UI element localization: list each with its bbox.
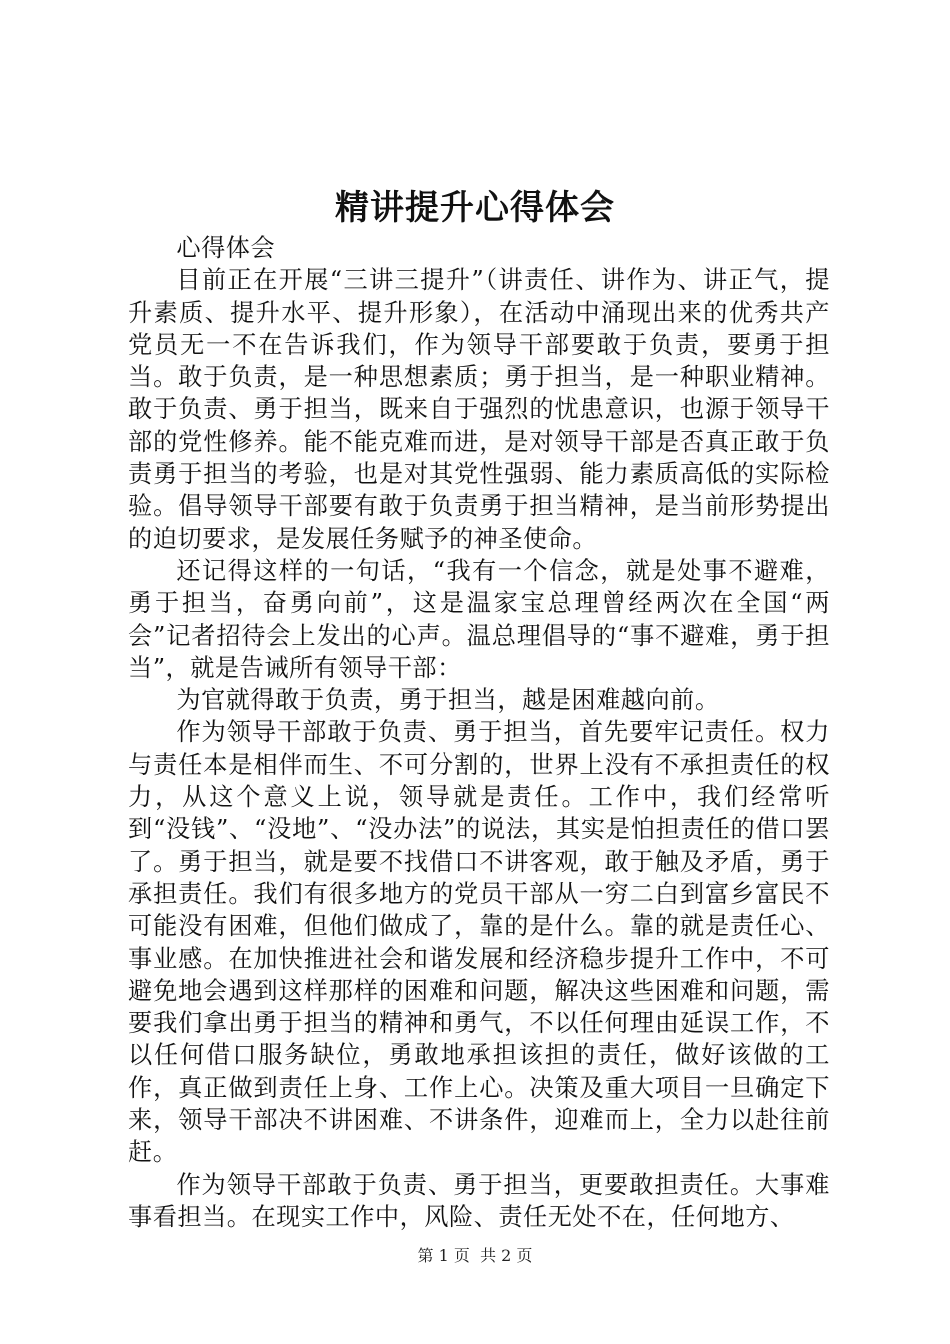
paragraph: 作为领导干部敢于负责、勇于担当，更要敢担责任。大事难事看担当。在现实工作中，风险、责任无处不在，任何地方、 [128,1170,830,1231]
paragraph: 为官就得敢于负责，勇于担当，越是困难越向前。 [176,686,720,715]
page-number-label: 第 1 页 共 2 页 [417,1246,533,1265]
paragraph-subtitle: 心得体会 [176,234,276,262]
paragraph: 目前正在开展“三讲三提升”（讲责任、讲作为、讲正气，提升素质、提升水平、提升形象），在活动中涌现出来的优秀共产党员无一不在告诉我们，作为领导干部要敢于负责，要勇于担当。敢于负责，是一种思想素质；勇于担当，是一种职业精神。敢于负责、勇于担当，既来自于强烈的忧患意识，也源于领导干部的党性修养。能不能克难而进，是对领导干部是否真正敢于负责勇于担当的考验，也是对其党性强弱、能力素质高低的实际检验。倡导领导干部要有敢于负责勇于担当精神，是当前形势提出的迫切要求，是发展任务赋予的神圣使命。 [128,266,830,553]
document-body [128,232,830,1233]
document-title: 精讲提升心得体会 [335,188,615,228]
paragraph: 作为领导干部敢于负责、勇于担当，首先要牢记责任。权力与责任本是相伴而生、不可分割的，世界上没有不承担责任的权力，从这个意义上说，领导就是责任。工作中，我们经常听到“没钱”、“没地”、“没办法”的说法，其实是怕担责任的借口罢了。勇于担当，就是要不找借口不讲客观，敢于触及矛盾，勇于承担责任。我们有很多地方的党员干部从一穷二白到富乡富民不可能没有困难，但他们做成了，靠的是什么。靠的就是责任心、事业感。在加快推进社会和谐发展和经济稳步提升工作中，不可避免地会遇到这样那样的困难和问题，解决这些困难和问题，需要我们拿出勇于担当的精神和勇气，不以任何理由延误工作，不以任何借口服务缺位，勇敢地承担该担的责任，做好该做的工作，真正做到责任上身、工作上心。决策及重大项目一旦确定下来，领导干部决不讲困难、不讲条件，迎难而上，全力以赴往前赶。 [128,718,830,1167]
page-footer [0,1245,950,1267]
paragraph: 还记得这样的一句话，“我有一个信念，就是处事不避难，勇于担当，奋勇向前”，这是温家宝总理曾经两次在全国“两会”记者招待会上发出的心声。温总理倡导的“事不避难，勇于担当”，就是告诫所有领导干部： [128,556,830,682]
